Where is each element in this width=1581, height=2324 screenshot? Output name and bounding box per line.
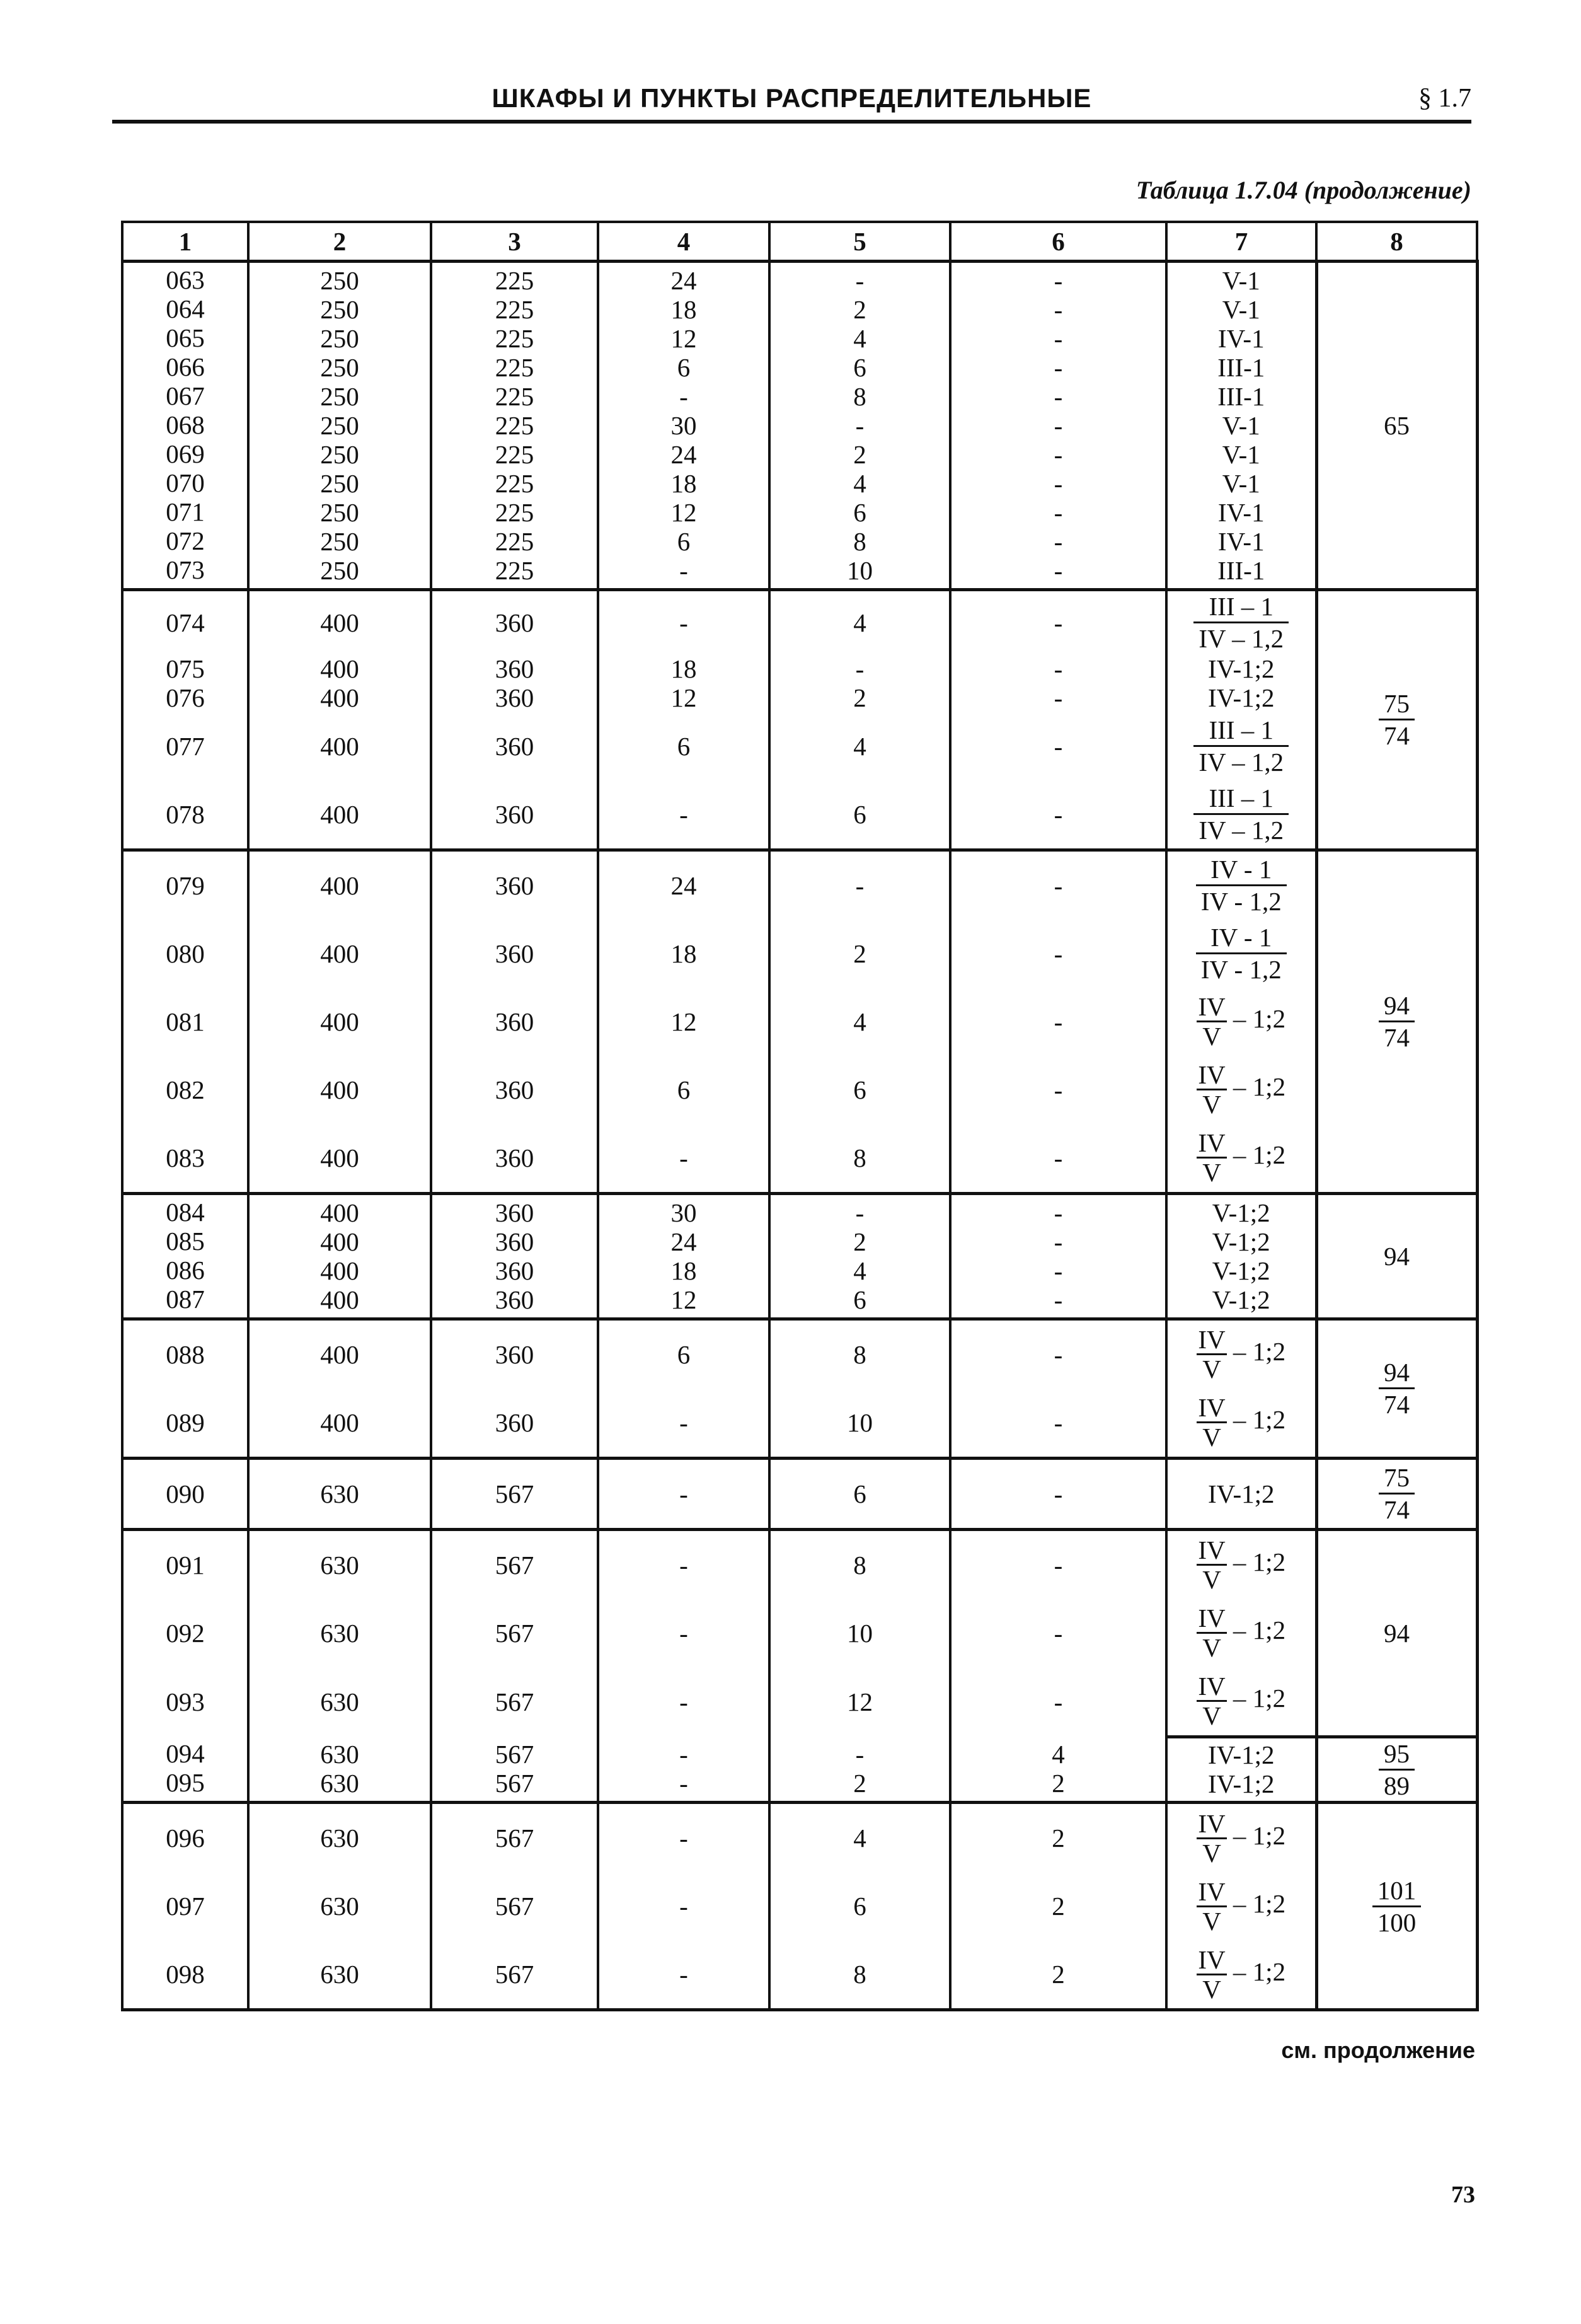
cell-col7 xyxy=(1166,1803,1316,1873)
col-header-3: 3 xyxy=(431,222,598,262)
cell-col2: 630 xyxy=(248,1458,431,1529)
cell-col2: 400 xyxy=(248,590,431,654)
cell-col7 xyxy=(1166,850,1316,920)
cell-col4: - xyxy=(598,1803,769,1873)
cell-col1: 091 xyxy=(122,1529,248,1599)
cell-col1: 078 xyxy=(122,780,248,850)
table-row-079 xyxy=(122,850,1477,920)
fraction: III – 1 IV – 1,2 xyxy=(1193,593,1289,652)
col-header-2: 2 xyxy=(248,222,431,262)
cell-col2: 400 xyxy=(248,920,431,988)
table-row-075 xyxy=(122,654,1477,683)
cell-col2: 400 xyxy=(248,683,431,712)
fraction-suffix: $\frac{IV}{V}$ – 1;2 xyxy=(1198,1672,1286,1730)
table-row-077 xyxy=(122,712,1477,780)
cell-col4: 12 xyxy=(598,988,769,1056)
table-row-092 xyxy=(122,1599,1477,1667)
cell-col5: - 2 4 6 xyxy=(769,1193,950,1319)
cell-col7 xyxy=(1166,1529,1316,1599)
table-row-076 xyxy=(122,683,1477,712)
cell-col6: - xyxy=(950,1599,1166,1667)
cell-col4: - xyxy=(598,1529,769,1599)
cell-col7 xyxy=(1166,1124,1316,1194)
cell-col7 xyxy=(1166,780,1316,850)
cell-col2: 400 400 400 400 xyxy=(248,1193,431,1319)
cell-col2: 400 xyxy=(248,654,431,683)
cell-col5: 10 xyxy=(769,1599,950,1667)
cell-col5: - 2 xyxy=(769,1737,950,1803)
cell-col7 xyxy=(1166,590,1316,654)
cell-col3: 567 xyxy=(431,1599,598,1667)
cell-col2: 400 xyxy=(248,1056,431,1124)
cell-col7 xyxy=(1166,1056,1316,1124)
fraction: $\frac{75}{74}$ xyxy=(1379,690,1415,749)
cell-col6: - xyxy=(950,1389,1166,1459)
fraction: $\frac{95}{89}$ xyxy=(1379,1740,1415,1800)
fraction: $\frac{94}{74}$ xyxy=(1379,1358,1415,1418)
table-row-group-084-087 xyxy=(122,1193,1477,1319)
table-row-083 xyxy=(122,1124,1477,1194)
cell-col3: 567 xyxy=(431,1667,598,1737)
cell-col1: 089 xyxy=(122,1389,248,1459)
cell-col3: 360 xyxy=(431,590,598,654)
table-row-096 xyxy=(122,1803,1477,1873)
cell-col5: 8 xyxy=(769,1319,950,1389)
col-header-8: 8 xyxy=(1316,222,1477,262)
cell-col3: 567 xyxy=(431,1529,598,1599)
col-header-4: 4 xyxy=(598,222,769,262)
cell-col6: - xyxy=(950,988,1166,1056)
fraction-suffix: $\frac{IV}{V}$ – 1;2 xyxy=(1198,1393,1286,1452)
cell-col6: 2 xyxy=(950,1940,1166,2010)
cell-col6: - xyxy=(950,780,1166,850)
cell-col1: 083 xyxy=(122,1124,248,1194)
cell-col6: - - - - xyxy=(950,1193,1166,1319)
fraction: $\frac{75}{74}$ xyxy=(1379,1464,1415,1523)
cell-col2: 630 xyxy=(248,1667,431,1737)
cell-col1: 076 xyxy=(122,683,248,712)
cell-col4: - xyxy=(598,1124,769,1194)
cell-col4: - xyxy=(598,1458,769,1529)
cell-col1: 081 xyxy=(122,988,248,1056)
cell-col6: - xyxy=(950,1319,1166,1389)
cell-col6: - xyxy=(950,1667,1166,1737)
cell-col5: - 2 4 6 8 - 2 4 6 8 10 xyxy=(769,262,950,590)
cell-col5: 8 xyxy=(769,1529,950,1599)
cell-col2: 400 xyxy=(248,780,431,850)
cell-col5: 4 xyxy=(769,712,950,780)
cell-col8-ref: 94 xyxy=(1316,1529,1477,1737)
cell-col8-ref xyxy=(1316,1458,1477,1529)
cell-col7 xyxy=(1166,1319,1316,1389)
cell-col6: - - - - - - - - - - - xyxy=(950,262,1166,590)
cell-col5: - xyxy=(769,850,950,920)
cell-col7: IV-1;2 xyxy=(1166,1458,1316,1529)
cell-col3: 360 xyxy=(431,988,598,1056)
cell-col2: 400 xyxy=(248,1319,431,1389)
cell-col4: 6 xyxy=(598,1319,769,1389)
cell-col2: 400 xyxy=(248,1389,431,1459)
col-header-6: 6 xyxy=(950,222,1166,262)
cell-col5: 6 xyxy=(769,1458,950,1529)
cell-col3: 360 xyxy=(431,712,598,780)
cell-col4: - xyxy=(598,1667,769,1737)
cell-col8-ref xyxy=(1316,1319,1477,1458)
cell-col1: 082 xyxy=(122,1056,248,1124)
cell-col3: 360 xyxy=(431,654,598,683)
col-header-1: 1 xyxy=(122,222,248,262)
cell-col4: 12 xyxy=(598,683,769,712)
cell-col6: - xyxy=(950,1458,1166,1529)
cell-col7 xyxy=(1166,1599,1316,1667)
fraction: $\frac{101}{100}$ xyxy=(1372,1876,1422,1936)
cell-col5: 2 xyxy=(769,683,950,712)
fraction-suffix: $\frac{IV}{V}$ – 1;2 xyxy=(1198,1325,1286,1384)
cell-col7 xyxy=(1166,712,1316,780)
cell-col5: 8 xyxy=(769,1124,950,1194)
cell-col6: - xyxy=(950,712,1166,780)
cell-col4: - xyxy=(598,1389,769,1459)
cell-col2: 630 xyxy=(248,1599,431,1667)
fraction: III – 1 IV – 1,2 xyxy=(1193,716,1289,776)
cell-col3: 360 xyxy=(431,1319,598,1389)
cell-col6: - xyxy=(950,654,1166,683)
cell-col6: - xyxy=(950,590,1166,654)
cell-col5: 10 xyxy=(769,1389,950,1459)
cell-col1: 077 xyxy=(122,712,248,780)
cell-col6: - xyxy=(950,1124,1166,1194)
page-title: ШКАФЫ И ПУНКТЫ РАСПРЕДЕЛИТЕЛЬНЫЕ xyxy=(492,83,1092,113)
cell-col8-ref xyxy=(1316,590,1477,850)
cell-col4: 24 18 12 6 - 30 24 18 12 6 - xyxy=(598,262,769,590)
cell-col7: V-1;2 V-1;2 V-1;2 V-1;2 xyxy=(1166,1193,1316,1319)
table-row-082 xyxy=(122,1056,1477,1124)
cell-col5: 6 xyxy=(769,1872,950,1940)
continuation-note: см. продолжение xyxy=(1281,2037,1475,2063)
cell-col2: 250 250 250 250 250 250 250 250 250 250 250 xyxy=(248,262,431,590)
cell-col3: 360 360 360 360 xyxy=(431,1193,598,1319)
cell-col6: 4 2 xyxy=(950,1737,1166,1803)
cell-col3: 360 xyxy=(431,920,598,988)
cell-col5: - xyxy=(769,654,950,683)
cell-col3: 225 225 225 225 225 225 225 225 225 225 225 xyxy=(431,262,598,590)
fraction-suffix: $\frac{IV}{V}$ – 1;2 xyxy=(1198,992,1286,1051)
cell-col5: 6 xyxy=(769,1056,950,1124)
table-row-078 xyxy=(122,780,1477,850)
cell-col1: 084 085 086 087 xyxy=(122,1193,248,1319)
cell-col6: - xyxy=(950,1529,1166,1599)
cell-col4: - xyxy=(598,780,769,850)
cell-col4: 6 xyxy=(598,712,769,780)
table-row-090 xyxy=(122,1458,1477,1529)
cell-col2: 630 630 xyxy=(248,1737,431,1803)
fraction-suffix: $\frac{IV}{V}$ – 1;2 xyxy=(1198,1604,1286,1662)
cell-col6: 2 xyxy=(950,1803,1166,1873)
cell-col2: 400 xyxy=(248,712,431,780)
fraction: III – 1 IV – 1,2 xyxy=(1193,784,1289,844)
data-table xyxy=(121,221,1479,2011)
table-row-093 xyxy=(122,1667,1477,1737)
cell-col5: 12 xyxy=(769,1667,950,1737)
cell-col8-ref: 94 xyxy=(1316,1193,1477,1319)
cell-col4: - xyxy=(598,1872,769,1940)
cell-col5: 8 xyxy=(769,1940,950,2010)
fraction: $\frac{94}{74}$ xyxy=(1379,991,1415,1051)
cell-col1: 075 xyxy=(122,654,248,683)
cell-col4: 30 24 18 12 xyxy=(598,1193,769,1319)
table-caption: Таблица 1.7.04 (продолжение) xyxy=(1135,176,1471,204)
cell-col5: 4 xyxy=(769,1803,950,1873)
cell-col2: 630 xyxy=(248,1529,431,1599)
cell-col5: 4 xyxy=(769,988,950,1056)
cell-col3: 567 xyxy=(431,1803,598,1873)
table-row-080 xyxy=(122,920,1477,988)
cell-col8-ref: 65 xyxy=(1316,262,1477,590)
cell-col5: 2 xyxy=(769,920,950,988)
cell-col7: IV-1;2 IV-1;2 xyxy=(1166,1737,1316,1803)
cell-col3: 360 xyxy=(431,780,598,850)
page-number: 73 xyxy=(1451,2182,1475,2208)
cell-col1: 093 xyxy=(122,1667,248,1737)
cell-col1: 098 xyxy=(122,1940,248,2010)
cell-col4: - xyxy=(598,1599,769,1667)
fraction-suffix: $\frac{IV}{V}$ – 1;2 xyxy=(1198,1876,1286,1936)
cell-col1: 088 xyxy=(122,1319,248,1389)
cell-col3: 567 xyxy=(431,1458,598,1529)
cell-col6: - xyxy=(950,850,1166,920)
cell-col3: 567 567 xyxy=(431,1737,598,1803)
cell-col3: 567 xyxy=(431,1872,598,1940)
cell-col7 xyxy=(1166,920,1316,988)
fraction-suffix: $\frac{IV}{V}$ – 1;2 xyxy=(1198,1945,1286,2004)
cell-col6: - xyxy=(950,1056,1166,1124)
cell-col7: V-1 V-1 IV-1 III-1 III-1 V-1 V-1 V-1 IV-1 IV-1 III-1 xyxy=(1166,262,1316,590)
cell-col1: 092 xyxy=(122,1599,248,1667)
table-row-group-063-073 xyxy=(122,262,1477,590)
cell-col8-ref xyxy=(1316,1803,1477,2010)
cell-col3: 360 xyxy=(431,850,598,920)
cell-col7 xyxy=(1166,1940,1316,2010)
table-row-074 xyxy=(122,590,1477,654)
cell-col6: - xyxy=(950,683,1166,712)
cell-col5: 6 xyxy=(769,780,950,850)
table-row-081 xyxy=(122,988,1477,1056)
cell-col7: IV-1;2 xyxy=(1166,654,1316,683)
table-row-097 xyxy=(122,1872,1477,1940)
cell-col7: IV-1;2 xyxy=(1166,683,1316,712)
cell-col4: 6 xyxy=(598,1056,769,1124)
cell-col8-ref xyxy=(1316,850,1477,1193)
cell-col1: 079 xyxy=(122,850,248,920)
fraction: $\frac{IV - 1}{IV - 1,2}$ xyxy=(1196,855,1287,915)
col-header-5: 5 xyxy=(769,222,950,262)
header-row xyxy=(122,222,1477,262)
cell-col4: - - xyxy=(598,1737,769,1803)
cell-col7 xyxy=(1166,988,1316,1056)
cell-col6: 2 xyxy=(950,1872,1166,1940)
cell-col4: 18 xyxy=(598,920,769,988)
cell-col2: 630 xyxy=(248,1803,431,1873)
cell-col2: 400 xyxy=(248,1124,431,1194)
page-header xyxy=(112,81,1471,124)
cell-col2: 630 xyxy=(248,1872,431,1940)
cell-col3: 360 xyxy=(431,683,598,712)
cell-col3: 567 xyxy=(431,1940,598,2010)
cell-col3: 360 xyxy=(431,1056,598,1124)
cell-col3: 360 xyxy=(431,1389,598,1459)
cell-col4: 24 xyxy=(598,850,769,920)
cell-col1: 097 xyxy=(122,1872,248,1940)
cell-col3: 360 xyxy=(431,1124,598,1194)
section-number: § 1.7 xyxy=(1418,84,1471,113)
fraction-suffix: $\frac{IV}{V}$ – 1;2 xyxy=(1198,1535,1286,1594)
cell-col2: 630 xyxy=(248,1940,431,2010)
cell-col7 xyxy=(1166,1389,1316,1459)
cell-col1: 063 064 065 066 067 068 069 070 071 072 073 xyxy=(122,262,248,590)
cell-col7 xyxy=(1166,1667,1316,1737)
table-row-088 xyxy=(122,1319,1477,1389)
cell-col4: - xyxy=(598,1940,769,2010)
table-row-089 xyxy=(122,1389,1477,1459)
cell-col2: 400 xyxy=(248,988,431,1056)
table-row-098 xyxy=(122,1940,1477,2010)
cell-col4: 18 xyxy=(598,654,769,683)
cell-col1: 074 xyxy=(122,590,248,654)
cell-col4: - xyxy=(598,590,769,654)
cell-col2: 400 xyxy=(248,850,431,920)
cell-col1: 096 xyxy=(122,1803,248,1873)
cell-col7 xyxy=(1166,1872,1316,1940)
fraction-suffix: $\frac{IV}{V}$ – 1;2 xyxy=(1198,1808,1286,1868)
fraction-suffix: $\frac{IV}{V}$ – 1;2 xyxy=(1198,1128,1286,1187)
table-row-group-094-095 xyxy=(122,1737,1477,1803)
fraction-suffix: $\frac{IV}{V}$ – 1;2 xyxy=(1198,1060,1286,1119)
cell-col1: 090 xyxy=(122,1458,248,1529)
cell-col1: 094 095 xyxy=(122,1737,248,1803)
fraction: $\frac{IV - 1}{IV - 1,2}$ xyxy=(1196,923,1287,983)
cell-col8-ref xyxy=(1316,1737,1477,1803)
col-header-7: 7 xyxy=(1166,222,1316,262)
cell-col1: 080 xyxy=(122,920,248,988)
cell-col5: 4 xyxy=(769,590,950,654)
table-row-091 xyxy=(122,1529,1477,1599)
cell-col6: - xyxy=(950,920,1166,988)
